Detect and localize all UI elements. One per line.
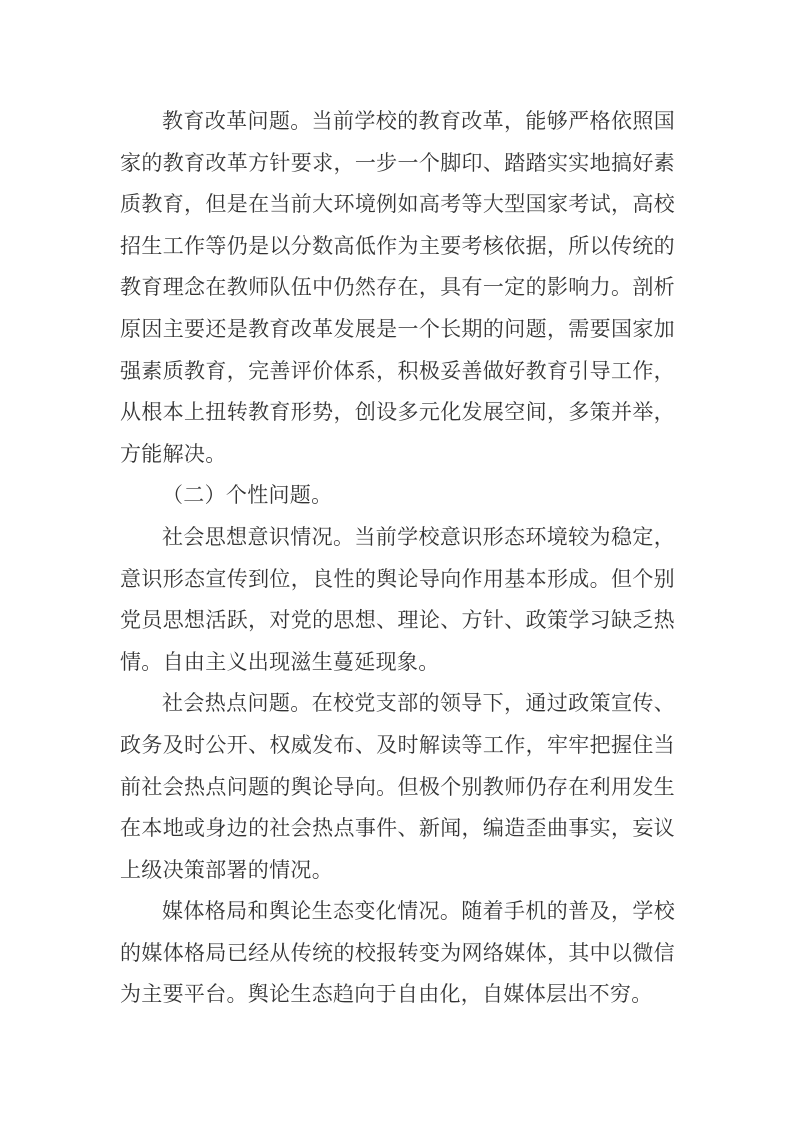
paragraph-social-ideology: 社会思想意识情况。当前学校意识形态环境较为稳定，意识形态宣传到位，良性的舆论导向作用基本形成。但个别党员思想活跃，对党的思想、理论、方针、政策学习缺乏热情。自由主义出现滋生蔓延现象。 — [120, 525, 675, 674]
paragraph-section-heading-individual-problems: （二）个性问题。 — [162, 484, 333, 508]
paragraph-education-reform: 教育改革问题。当前学校的教育改革，能够严格依照国家的教育改革方针要求，一步一个脚印、踏踏实实地搞好素质教育，但是在当前大环境例如高考等大型国家考试，高校招生工作等仍是以分数高低作为主要考核依据，所以传统的教育理念在教师队伍中仍然存在，具有一定的影响力。剖析原因主要还是教育改革发展是一个长期的问题，需要国家加强素质教育，完善评价体系，积极妥善做好教育引导工作，从根本上扭转教育形势，创设多元化发展空间，多策并举，方能解决。 — [120, 110, 675, 466]
document-body — [120, 101, 675, 1016]
paragraph-media-landscape: 媒体格局和舆论生态变化情况。随着手机的普及，学校的媒体格局已经从传统的校报转变为网络媒体，其中以微信为主要平台。舆论生态趋向于自由化，自媒体层出不穷。 — [120, 900, 675, 1007]
paragraph-social-hot-topics: 社会热点问题。在校党支部的领导下，通过政策宣传、政务及时公开、权威发布、及时解读等工作，牢牢把握住当前社会热点问题的舆论导向。但极个别教师仍存在利用发生在本地或身边的社会热点事件、新闻，编造歪曲事实，妄议上级决策部署的情况。 — [120, 692, 675, 882]
